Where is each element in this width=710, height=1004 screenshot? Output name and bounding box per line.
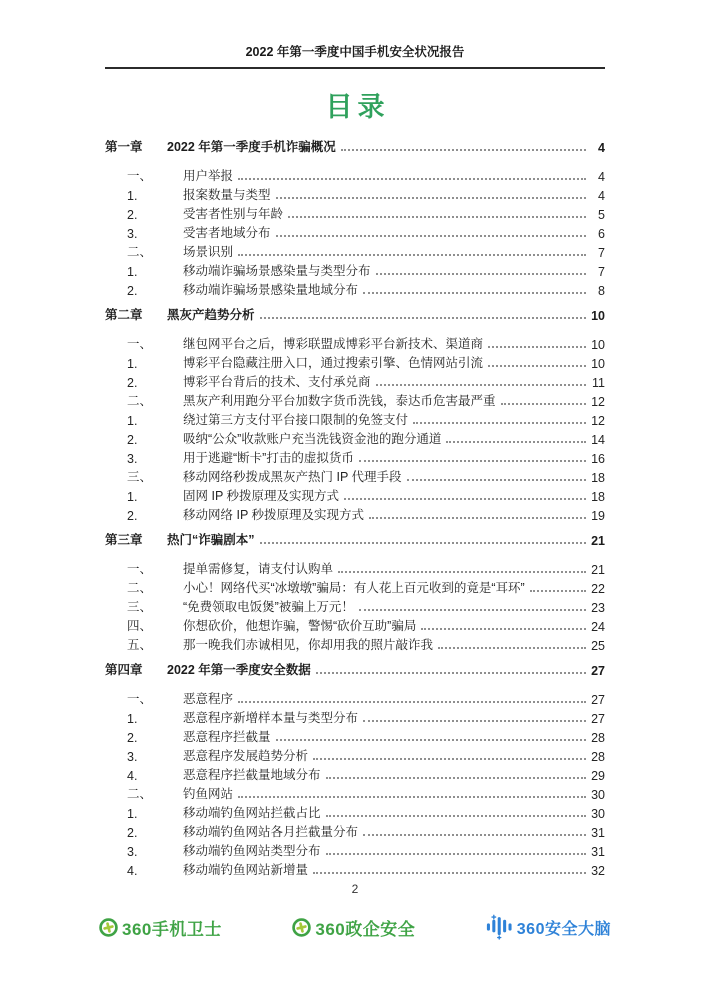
toc-item-row[interactable] xyxy=(105,764,605,783)
toc-entry-page: 27 xyxy=(591,693,605,707)
toc-item-row[interactable] xyxy=(105,615,605,634)
toc-dot-leader xyxy=(488,346,586,348)
toc-entry-title: 用于逃避“断卡”打击的虚拟货币 xyxy=(183,451,354,465)
toc-entry-page: 8 xyxy=(598,284,605,298)
toc-dot-leader xyxy=(530,590,586,592)
toc-dot-leader xyxy=(276,197,586,199)
toc-entry-page: 6 xyxy=(598,227,605,241)
toc-entry-page: 31 xyxy=(591,845,605,859)
toc-chapter-row[interactable] xyxy=(105,529,605,548)
toc-entry-page: 18 xyxy=(591,490,605,504)
toc-entry-title: “免费领取电饭煲”被骗上万元！ xyxy=(183,600,354,614)
toc-dot-leader xyxy=(363,720,586,722)
toc-entry-title: 黑灰产趋势分析 xyxy=(167,308,255,322)
toc-entry-title: 提单需修复，请支付认购单 xyxy=(183,562,334,576)
toc-entry-title: 移动网络 IP 秒拨原理及实现方式 xyxy=(183,508,365,522)
toc-item-row[interactable] xyxy=(105,558,605,577)
toc-dot-leader xyxy=(338,571,586,573)
toc-entry-label: 1. xyxy=(127,189,138,203)
toc-entry-page: 32 xyxy=(591,864,605,878)
toc-entry-title: 博彩平台背后的技术、支付承兑商 xyxy=(183,375,371,389)
toc-entry-label: 3. xyxy=(127,845,138,859)
toc-dot-leader xyxy=(326,853,586,855)
toc-entry-page: 14 xyxy=(591,433,605,447)
toc-entry-page: 10 xyxy=(591,309,605,323)
toc-entry-page: 23 xyxy=(591,601,605,615)
toc-dot-leader xyxy=(316,672,586,674)
toc-entry-label: 3. xyxy=(127,452,138,466)
toc-entry-title: 2022 年第一季度安全数据 xyxy=(167,663,311,677)
toc-item-row[interactable] xyxy=(105,371,605,390)
toc-entry-title: 用户举报 xyxy=(183,169,234,183)
toc-item-row[interactable] xyxy=(105,577,605,596)
toc-dot-leader xyxy=(438,647,586,649)
toc-entry-title: 受害者性别与年龄 xyxy=(183,207,284,221)
toc-entry-title: 继包网平台之后，博彩联盟成博彩平台新技术、渠道商 xyxy=(183,337,484,351)
toc-dot-leader xyxy=(238,254,586,256)
toc-dot-leader xyxy=(260,542,586,544)
toc-item-row[interactable] xyxy=(105,466,605,485)
toc-entry-page: 21 xyxy=(591,563,605,577)
logo-text: 360手机卫士 xyxy=(122,919,222,939)
toc-dot-leader xyxy=(359,460,586,462)
toc-entry-title: 固网 IP 秒拨原理及实现方式 xyxy=(183,489,340,503)
footer-logo xyxy=(292,915,415,940)
toc-dot-leader xyxy=(344,498,586,500)
toc-entry-page: 19 xyxy=(591,509,605,523)
footer-logo xyxy=(486,914,611,940)
toc-entry-label: 1. xyxy=(127,265,138,279)
toc-item-row[interactable] xyxy=(105,840,605,859)
toc-dot-leader xyxy=(276,739,586,741)
toc-dot-leader xyxy=(363,834,586,836)
toc-entry-title: 移动端诈骗场景感染量与类型分布 xyxy=(183,264,371,278)
toc-entry-label: 一、 xyxy=(127,169,153,183)
toc-item-row[interactable] xyxy=(105,783,605,802)
toc-entry-label: 2. xyxy=(127,826,138,840)
toc-entry-label: 2. xyxy=(127,284,138,298)
toc-entry-title: 钓鱼网站 xyxy=(183,787,234,801)
toc-item-row[interactable] xyxy=(105,428,605,447)
toc-entry-label: 2. xyxy=(127,208,138,222)
toc-entry-label: 二、 xyxy=(127,394,153,408)
toc-dot-leader xyxy=(488,365,586,367)
table-of-contents xyxy=(105,136,605,878)
toc-entry-page: 7 xyxy=(598,265,605,279)
toc-item-row[interactable] xyxy=(105,726,605,745)
toc-dot-leader xyxy=(238,178,586,180)
toc-entry-page: 12 xyxy=(591,395,605,409)
toc-entry-label: 二、 xyxy=(127,245,153,259)
toc-item-row[interactable] xyxy=(105,241,605,260)
toc-entry-title: 热门“诈骗剧本” xyxy=(167,533,255,547)
toc-entry-page: 28 xyxy=(591,731,605,745)
toc-entry-label: 一、 xyxy=(127,562,153,576)
toc-item-row[interactable] xyxy=(105,688,605,707)
toc-entry-title: 黑灰产利用跑分平台加数字货币洗钱，泰达币危害最严重 xyxy=(183,394,496,408)
toc-entry-label: 1. xyxy=(127,357,138,371)
toc-item-row[interactable] xyxy=(105,165,605,184)
toc-entry-title: 那一晚我们赤诚相见，你却用我的照片敲诈我 xyxy=(183,638,434,652)
toc-dot-leader xyxy=(238,701,586,703)
toc-item-row[interactable] xyxy=(105,352,605,371)
toc-entry-page: 30 xyxy=(591,807,605,821)
toc-item-row[interactable] xyxy=(105,802,605,821)
toc-dot-leader xyxy=(501,403,586,405)
toc-entry-label: 4. xyxy=(127,769,138,783)
toc-chapter-row[interactable] xyxy=(105,136,605,155)
toc-entry-label: 1. xyxy=(127,807,138,821)
toc-entry-label: 2. xyxy=(127,731,138,745)
toc-entry-title: 场景识别 xyxy=(183,245,234,259)
toc-entry-title: 吸纳“公众”收款账户充当洗钱资金池的跑分通道 xyxy=(183,432,442,446)
toc-entry-label: 四、 xyxy=(127,619,153,633)
toc-entry-page: 27 xyxy=(591,712,605,726)
toc-chapter-row[interactable] xyxy=(105,304,605,323)
toc-entry-title: 你想砍价，他想诈骗，警惕“砍价互助”骗局 xyxy=(183,619,417,633)
toc-dot-leader xyxy=(413,422,586,424)
toc-entry-page: 29 xyxy=(591,769,605,783)
toc-item-row[interactable] xyxy=(105,409,605,428)
toc-dot-leader xyxy=(341,149,586,151)
toc-entry-title: 移动端诈骗场景感染量地域分布 xyxy=(183,283,359,297)
toc-dot-leader xyxy=(363,292,586,294)
page-number: 2 xyxy=(351,882,359,896)
toc-item-row[interactable] xyxy=(105,745,605,764)
toc-entry-label: 三、 xyxy=(127,470,153,484)
toc-entry-page: 21 xyxy=(591,534,605,548)
toc-entry-label: 三、 xyxy=(127,600,153,614)
toc-entry-page: 5 xyxy=(598,208,605,222)
toc-entry-label: 1. xyxy=(127,414,138,428)
circle-plus-icon xyxy=(99,918,118,937)
toc-item-row[interactable] xyxy=(105,707,605,726)
toc-entry-label: 3. xyxy=(127,750,138,764)
toc-dot-leader xyxy=(359,609,586,611)
toc-entry-page: 4 xyxy=(598,170,605,184)
toc-entry-label: 4. xyxy=(127,864,138,878)
toc-entry-title: 移动端钓鱼网站类型分布 xyxy=(183,844,321,858)
toc-entry-label: 第二章 xyxy=(105,308,143,322)
toc-entry-label: 1. xyxy=(127,490,138,504)
toc-item-row[interactable] xyxy=(105,859,605,878)
toc-dot-leader xyxy=(421,628,586,630)
toc-entry-label: 二、 xyxy=(127,787,153,801)
toc-item-row[interactable] xyxy=(105,485,605,504)
toc-entry-label: 3. xyxy=(127,227,138,241)
toc-entry-title: 移动端钓鱼网站新增量 xyxy=(183,863,309,877)
footer-logos xyxy=(99,914,611,940)
toc-dot-leader xyxy=(376,273,586,275)
toc-entry-label: 一、 xyxy=(127,337,153,351)
toc-entry-title: 博彩平台隐藏注册入口，通过搜索引擎、色情网站引流 xyxy=(183,356,484,370)
toc-item-row[interactable] xyxy=(105,333,605,352)
toc-entry-label: 2. xyxy=(127,433,138,447)
toc-dot-leader xyxy=(446,441,586,443)
toc-dot-leader xyxy=(288,216,586,218)
toc-item-row[interactable] xyxy=(105,634,605,653)
toc-entry-page: 4 xyxy=(598,189,605,203)
toc-entry-title: 报案数量与类型 xyxy=(183,188,271,202)
toc-dot-leader xyxy=(407,479,586,481)
toc-dot-leader xyxy=(238,796,586,798)
toc-entry-page: 16 xyxy=(591,452,605,466)
toc-entry-page: 30 xyxy=(591,788,605,802)
toc-dot-leader xyxy=(276,235,586,237)
toc-entry-label: 第三章 xyxy=(105,533,143,547)
toc-entry-page: 10 xyxy=(591,357,605,371)
toc-entry-page: 27 xyxy=(591,664,605,678)
toc-title: 目录 xyxy=(325,92,390,122)
toc-entry-title: 移动端钓鱼网站各月拦截量分布 xyxy=(183,825,359,839)
toc-chapter-row[interactable] xyxy=(105,659,605,678)
toc-entry-title: 移动网络秒拨成黑灰产热门 IP 代理手段 xyxy=(183,470,402,484)
toc-item-row[interactable] xyxy=(105,504,605,523)
toc-item-row[interactable] xyxy=(105,596,605,615)
toc-entry-label: 二、 xyxy=(127,581,153,595)
toc-entry-page: 12 xyxy=(591,414,605,428)
toc-entry-label: 一、 xyxy=(127,692,153,706)
toc-dot-leader xyxy=(313,758,586,760)
toc-entry-page: 28 xyxy=(591,750,605,764)
toc-item-row[interactable] xyxy=(105,447,605,466)
toc-dot-leader xyxy=(313,872,586,874)
toc-entry-page: 11 xyxy=(592,376,605,390)
toc-entry-page: 4 xyxy=(598,141,605,155)
toc-entry-page: 7 xyxy=(598,246,605,260)
toc-entry-title: 恶意程序发展趋势分析 xyxy=(183,749,309,763)
toc-entry-page: 31 xyxy=(591,826,605,840)
toc-item-row[interactable] xyxy=(105,390,605,409)
toc-entry-label: 五、 xyxy=(127,638,153,652)
toc-entry-label: 第一章 xyxy=(105,140,143,154)
logo-text: 360政企安全 xyxy=(315,919,416,939)
signal-bars-icon xyxy=(486,914,513,940)
toc-entry-label: 2. xyxy=(127,376,138,390)
toc-entry-title: 恶意程序 xyxy=(183,692,234,706)
toc-entry-page: 22 xyxy=(591,582,605,596)
toc-entry-title: 绕过第三方支付平台接口限制的免签支付 xyxy=(183,413,409,427)
toc-entry-title: 恶意程序拦截量 xyxy=(183,730,271,744)
toc-item-row[interactable] xyxy=(105,222,605,241)
toc-dot-leader xyxy=(326,815,586,817)
toc-entry-title: 小心！网络代买“冰墩墩”骗局：有人花上百元收到的竟是“耳环” xyxy=(183,581,525,595)
header-title: 2022 年第一季度中国手机安全状况报告 xyxy=(105,42,605,69)
toc-item-row[interactable] xyxy=(105,821,605,840)
toc-dot-leader xyxy=(376,384,586,386)
toc-entry-title: 恶意程序拦截量地域分布 xyxy=(183,768,321,782)
toc-dot-leader xyxy=(369,517,586,519)
toc-entry-title: 恶意程序新增样本量与类型分布 xyxy=(183,711,359,725)
toc-entry-label: 2. xyxy=(127,509,138,523)
toc-dot-leader xyxy=(326,777,586,779)
toc-item-row[interactable] xyxy=(105,260,605,279)
circle-plus-icon xyxy=(292,918,311,937)
toc-item-row[interactable] xyxy=(105,184,605,203)
toc-entry-page: 24 xyxy=(591,620,605,634)
toc-entry-title: 2022 年第一季度手机诈骗概况 xyxy=(167,140,336,154)
toc-entry-label: 1. xyxy=(127,712,138,726)
toc-dot-leader xyxy=(260,317,586,319)
toc-item-row[interactable] xyxy=(105,203,605,222)
page-header xyxy=(105,0,605,69)
toc-entry-label: 第四章 xyxy=(105,663,143,677)
toc-entry-page: 18 xyxy=(591,471,605,485)
toc-entry-page: 25 xyxy=(591,639,605,653)
logo-text: 360安全大脑 xyxy=(516,920,611,938)
toc-item-row[interactable] xyxy=(105,279,605,298)
toc-entry-title: 移动端钓鱼网站拦截占比 xyxy=(183,806,321,820)
toc-entry-title: 受害者地域分布 xyxy=(183,226,271,240)
toc-entry-page: 10 xyxy=(591,338,605,352)
footer-logo xyxy=(99,915,222,940)
